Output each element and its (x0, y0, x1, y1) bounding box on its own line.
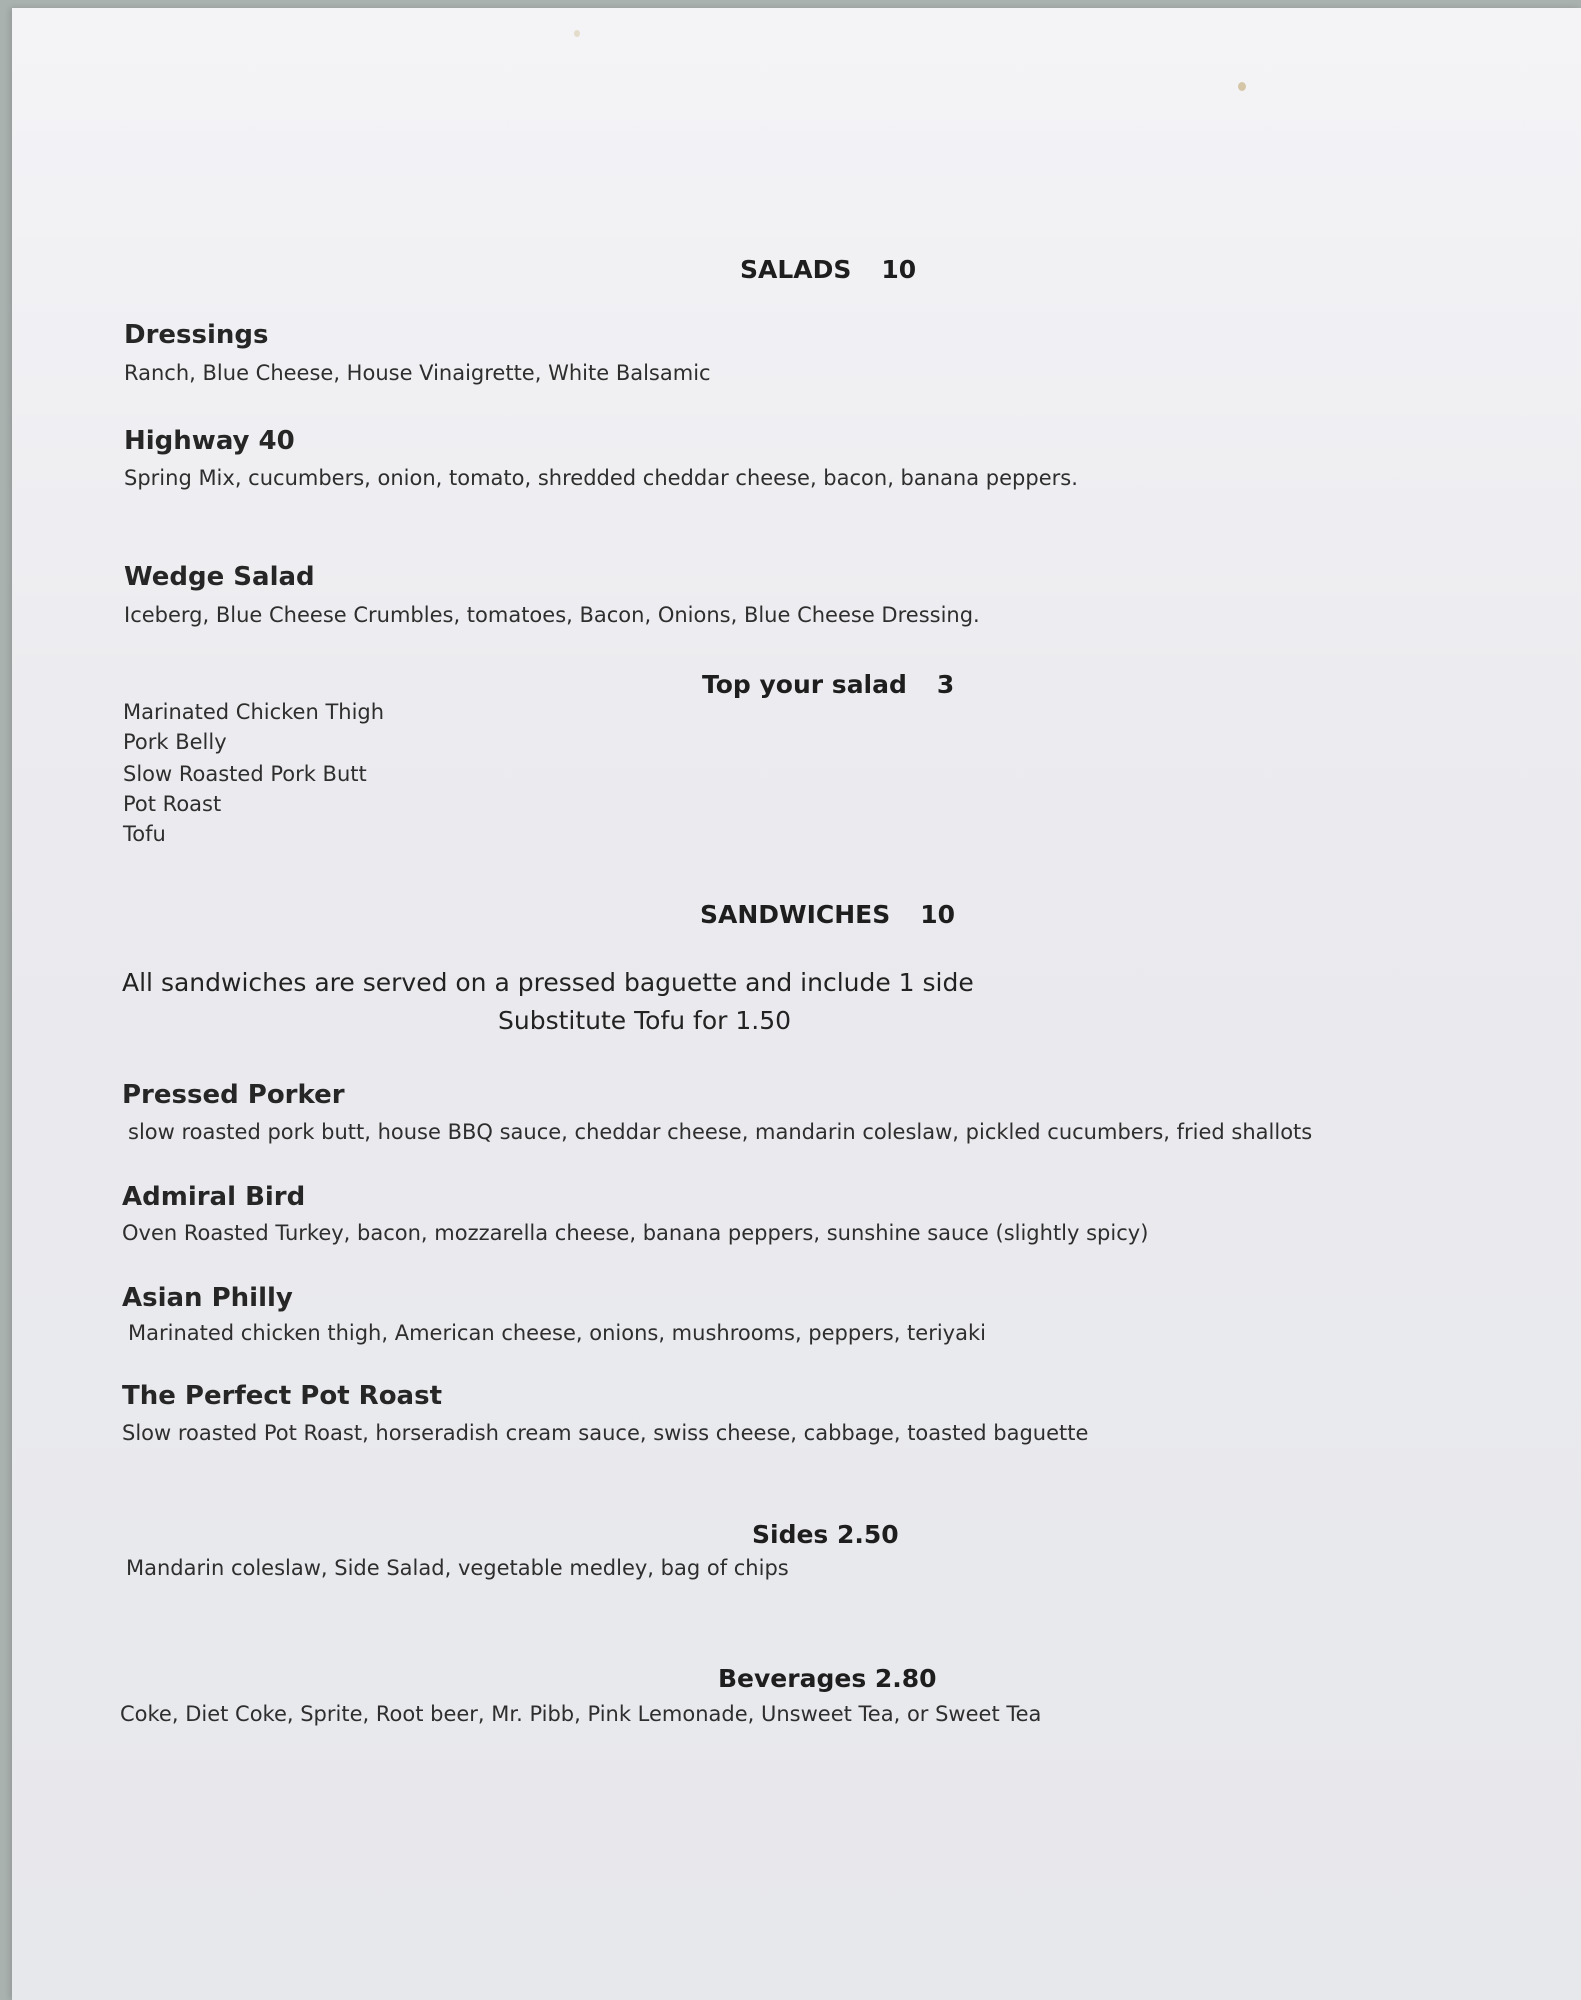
sandwiches-title: SANDWICHES (700, 900, 891, 929)
paper-spot (574, 30, 580, 37)
topping-option: Pork Belly (123, 730, 227, 754)
sandwich-item-title: The Perfect Pot Roast (122, 1381, 443, 1411)
topping-price: 3 (936, 670, 955, 699)
topping-option: Tofu (123, 822, 166, 846)
topping-title: Top your salad (702, 670, 907, 699)
topping-option: Pot Roast (123, 792, 222, 816)
salads-heading (740, 255, 916, 284)
salad-item-title: Wedge Salad (124, 562, 315, 592)
salad-item-title: Highway 40 (124, 426, 295, 456)
sandwich-item-desc: slow roasted pork butt, house BBQ sauce, cheddar cheese, mandarin coleslaw, pickled cucumbers, fried shallots (128, 1120, 1313, 1144)
salad-item-desc: Spring Mix, cucumbers, onion, tomato, shredded cheddar cheese, bacon, banana peppers. (124, 466, 1078, 490)
sandwiches-heading (700, 900, 955, 929)
topping-heading (702, 670, 954, 699)
sides-desc: Mandarin coleslaw, Side Salad, vegetable medley, bag of chips (126, 1556, 789, 1580)
beverages-heading: Beverages 2.80 (718, 1664, 937, 1693)
sides-heading: Sides 2.50 (752, 1520, 899, 1549)
sandwich-item-title: Admiral Bird (122, 1182, 306, 1212)
sandwiches-intro: All sandwiches are served on a pressed baguette and include 1 side (122, 968, 974, 997)
salad-item-desc: Iceberg, Blue Cheese Crumbles, tomatoes, Bacon, Onions, Blue Cheese Dressing. (124, 603, 980, 627)
sandwiches-substitute-note: Substitute Tofu for 1.50 (498, 1006, 792, 1035)
sandwiches-price: 10 (920, 900, 956, 929)
salads-title: SALADS (740, 255, 852, 284)
sandwich-item-desc: Marinated chicken thigh, American cheese, onions, mushrooms, peppers, teriyaki (128, 1321, 986, 1345)
sandwich-item-title: Pressed Porker (122, 1080, 345, 1110)
dressings-title: Dressings (124, 320, 269, 350)
topping-option: Slow Roasted Pork Butt (123, 762, 367, 786)
topping-option: Marinated Chicken Thigh (123, 700, 385, 724)
beverages-desc: Coke, Diet Coke, Sprite, Root beer, Mr. Pibb, Pink Lemonade, Unsweet Tea, or Sweet Tea (120, 1702, 1042, 1726)
sandwich-item-desc: Slow roasted Pot Roast, horseradish cream sauce, swiss cheese, cabbage, toasted baguette (122, 1421, 1089, 1445)
salads-price: 10 (881, 255, 917, 284)
sandwich-item-title: Asian Philly (122, 1283, 293, 1313)
dressings-desc: Ranch, Blue Cheese, House Vinaigrette, White Balsamic (124, 361, 711, 385)
paper-spot (1238, 82, 1246, 91)
sandwich-item-desc: Oven Roasted Turkey, bacon, mozzarella cheese, banana peppers, sunshine sauce (slightly spicy) (122, 1221, 1149, 1245)
